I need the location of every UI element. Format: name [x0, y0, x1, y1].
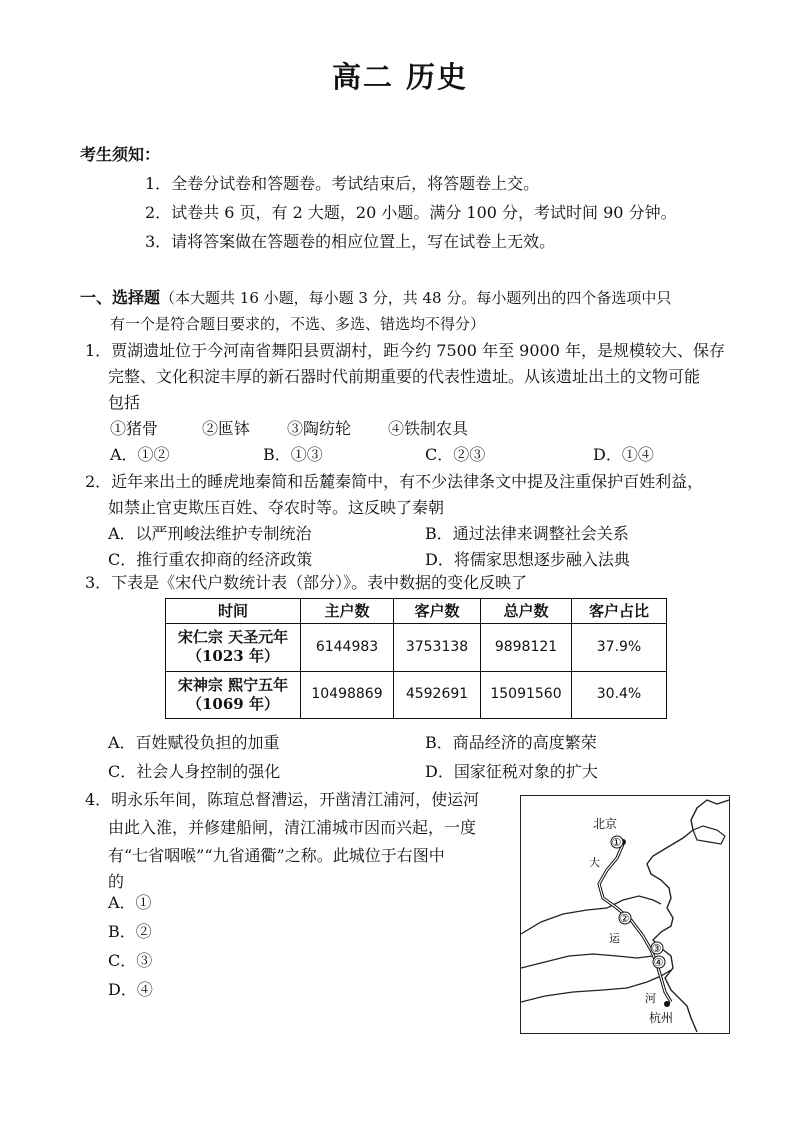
q1-option-b[interactable]: B．①③ [263, 445, 323, 464]
q3-option-d[interactable]: D．国家征税对象的扩大 [425, 762, 598, 781]
q2-line-1: 2．近年来出土的睡虎地秦简和岳麓秦简中，有不少法律条文中提及注重保护百姓利益， [85, 472, 704, 491]
table-header: 主户数 [301, 599, 394, 624]
q2-option-d[interactable]: D．将儒家思想逐步融入法典 [425, 550, 630, 569]
table-header: 客户占比 [572, 599, 667, 624]
table-header: 客户数 [394, 599, 481, 624]
table-header: 总户数 [481, 599, 572, 624]
q2-option-a[interactable]: A．以严刑峻法维护专制统治 [108, 524, 312, 543]
q2-option-c[interactable]: C．推行重农抑商的经济政策 [108, 550, 313, 569]
marker-4: ④ [653, 956, 664, 969]
table-cell: 10498869 [301, 671, 394, 719]
grand-canal-map [520, 795, 730, 1034]
marker-2: ② [619, 912, 630, 925]
q1-item-3: ③陶纺轮 [287, 419, 352, 438]
peninsula [693, 826, 725, 844]
q4-line-2: 由此入淮，并修建船闸，清江浦城市因而兴起，一度 [108, 818, 477, 837]
page-title: 高二 历史 [331, 60, 469, 94]
marker-3: ③ [651, 942, 662, 955]
q3-line: 3．下表是《宋代户数统计表（部分）》。表中数据的变化反映了 [85, 573, 528, 592]
huai-river [521, 954, 653, 968]
section1-heading: 一、选择题 [80, 288, 161, 307]
q3-option-a[interactable]: A．百姓赋役负担的加重 [108, 733, 280, 752]
table-row [166, 671, 667, 719]
q3-option-b[interactable]: B．商品经济的高度繁荣 [425, 733, 597, 752]
table-cell: 6144983 [301, 624, 394, 672]
q4-line-3: 有“七省咽喉”“九省通衢”之称。此城位于右图中 [108, 846, 445, 865]
q1-item-2: ②匜钵 [202, 419, 251, 438]
table-header: 时间 [166, 599, 301, 624]
yellow-river [521, 896, 661, 934]
table-row [166, 624, 667, 672]
notice-item-2: 2．试卷共 6 页，有 2 大题，20 小题。满分 100 分，考试时间 90 分钟。 [145, 203, 677, 222]
table-cell: 4592691 [394, 671, 481, 719]
section1-note-1: （本大题共 16 小题，每小题 3 分，共 48 分。每小题列出的四个备选项中只 [160, 289, 672, 307]
era-year: （1069 年） [187, 694, 279, 713]
q1-option-d[interactable]: D．①④ [593, 445, 654, 464]
q4-option-b[interactable]: B．② [108, 922, 152, 941]
q2-option-b[interactable]: B．通过法律来调整社会关系 [425, 524, 629, 543]
label-beijing: 北京 [593, 817, 618, 831]
q1-line-3: 包括 [108, 393, 141, 412]
table-cell: 9898121 [481, 624, 572, 672]
era-name: 宋仁宗 天圣元年 [177, 628, 289, 647]
q1-option-c[interactable]: C．②③ [425, 445, 486, 464]
table-cell-era [166, 671, 301, 719]
table-cell: 37.9% [572, 624, 667, 672]
era-year: （1023 年） [187, 647, 279, 666]
coastline [647, 800, 729, 1032]
q1-line-1: 1．贾湖遗址位于今河南省舞阳县贾湖村，距今约 7500 年至 9000 年，是规模较大、保存 [85, 341, 725, 360]
label-he: 河 [645, 992, 656, 1005]
q4-option-c[interactable]: C．③ [108, 951, 153, 970]
table-header-row [166, 599, 667, 624]
table-cell: 3753138 [394, 624, 481, 672]
q4-option-a[interactable]: A．① [108, 893, 152, 912]
q4-option-d[interactable]: D．④ [108, 980, 153, 999]
notice-item-1: 1．全卷分试卷和答题卷。考试结束后，将答题卷上交。 [145, 174, 540, 193]
section1-note-2: 有一个是符合题目要求的，不选、多选、错选均不得分） [110, 315, 486, 333]
q4-line-1: 4．明永乐年间，陈瑄总督漕运，开凿清江浦河，使运河 [85, 790, 480, 809]
table-cell: 15091560 [481, 671, 572, 719]
label-yun: 运 [609, 932, 620, 945]
label-hangzhou: 杭州 [649, 1011, 674, 1025]
table-cell: 30.4% [572, 671, 667, 719]
marker-1: ① [611, 836, 622, 849]
section1-heading-line [80, 287, 671, 309]
label-da: 大 [589, 856, 600, 869]
era-name: 宋神宗 熙宁五年 [177, 675, 289, 694]
grand-canal [599, 844, 671, 1002]
q4-line-4: 的 [108, 872, 125, 891]
q1-line-2: 完整、文化积淀丰厚的新石器时代前期重要的代表性遗址。从该遗址出土的文物可能 [108, 367, 701, 386]
hangzhou-dot [664, 1001, 670, 1007]
q1-option-a[interactable]: A．①② [110, 445, 170, 464]
q3-option-c[interactable]: C．社会人身控制的强化 [108, 762, 281, 781]
household-census-table [165, 598, 667, 719]
q1-item-1: ①猪骨 [110, 419, 159, 438]
map-svg [521, 796, 729, 1033]
q1-item-4: ④铁制农具 [388, 419, 469, 438]
notice-item-3: 3．请将答案做在答题卷的相应位置上，写在试卷上无效。 [145, 232, 556, 251]
table-cell-era [166, 624, 301, 672]
notice-heading: 考生须知： [80, 145, 161, 164]
q2-line-2: 如禁止官吏欺压百姓、夺农时等。这反映了秦朝 [108, 498, 445, 517]
